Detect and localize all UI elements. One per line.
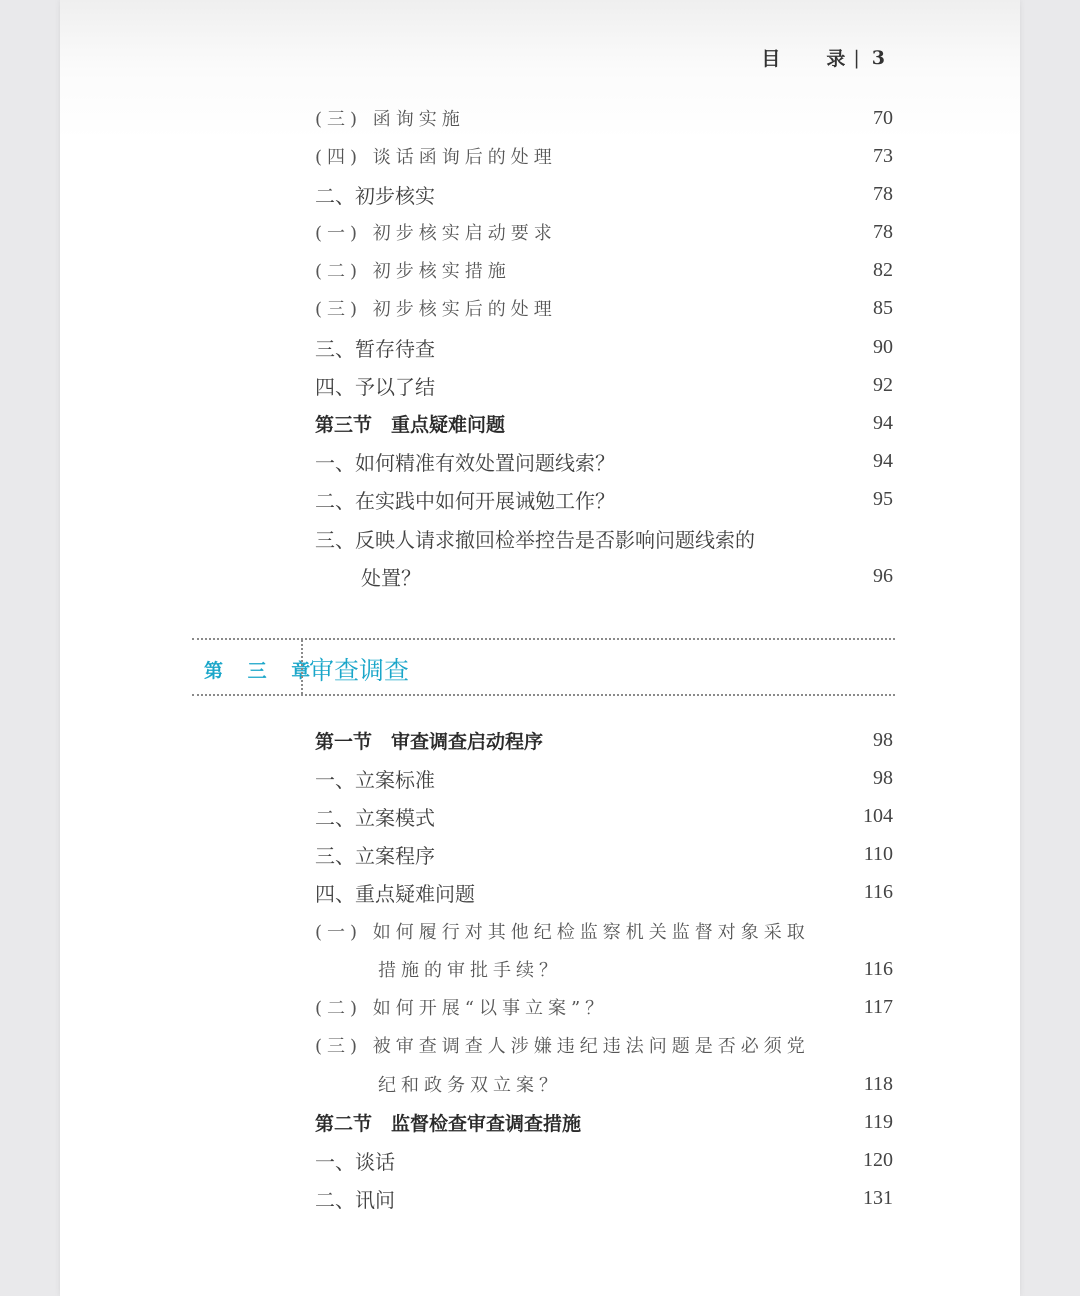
toc-entry-text: (二) 初步核实措施 <box>315 261 511 282</box>
toc-entry-text: 一、立案标准 <box>315 767 435 792</box>
toc-entry <box>315 179 893 209</box>
toc-entry-page: 96 <box>873 564 893 587</box>
toc-entry <box>315 141 893 171</box>
toc-entry-text: 第二节 监督检查审查调查措施 <box>315 1112 582 1135</box>
toc-entry-text: 四、重点疑难问题 <box>315 881 475 906</box>
toc-entry <box>315 370 893 400</box>
toc-entry-text: 一、如何精准有效处置问题线索？ <box>315 450 615 475</box>
toc-entry-page: 94 <box>873 449 893 472</box>
toc-entry-page: 95 <box>873 487 893 510</box>
toc-entry-text: (一) 如何履行对其他纪检监察机关监督对象采取 <box>315 922 810 943</box>
toc-entry-text: 三、暂存待查 <box>315 336 435 361</box>
toc-entry-page: 120 <box>863 1148 893 1171</box>
chapter-heading <box>192 638 895 696</box>
toc-entry <box>315 1145 893 1175</box>
toc-entry <box>315 523 893 553</box>
running-head-label-2: 录 <box>826 48 846 70</box>
toc-entry-text: (三) 函询实施 <box>315 109 465 130</box>
toc-entry-text: 二、立案模式 <box>315 805 435 830</box>
book-page <box>60 0 1020 1296</box>
toc-entry-page: 117 <box>863 995 893 1018</box>
toc-entry-page: 85 <box>873 296 893 319</box>
running-head-separator: | <box>853 46 860 69</box>
toc-entry-text: 措施的审批手续？ <box>378 960 562 981</box>
toc-entry <box>315 255 893 285</box>
toc-entry-page: 116 <box>863 880 893 903</box>
toc-entry-text: 二、在实践中如何开展诫勉工作？ <box>315 488 615 513</box>
toc-section-heading <box>315 1107 893 1137</box>
toc-entry <box>315 916 893 946</box>
running-head-page: 3 <box>871 46 885 69</box>
toc-entry-text: 二、讯问 <box>315 1187 395 1212</box>
toc-entry <box>315 217 893 247</box>
toc-entry-page: 90 <box>873 335 893 358</box>
toc-entry-continuation <box>378 1069 893 1099</box>
toc-entry-page: 70 <box>873 106 893 129</box>
toc-entry <box>315 801 893 831</box>
toc-entry-page: 98 <box>873 766 893 789</box>
toc-entry <box>315 763 893 793</box>
toc-entry-page: 116 <box>863 957 893 980</box>
toc-entry <box>315 484 893 514</box>
toc-entry-page: 73 <box>873 144 893 167</box>
toc-entry <box>315 839 893 869</box>
toc-entry-text: 处置？ <box>361 565 421 590</box>
toc-entry-page: 110 <box>863 842 893 865</box>
toc-entry-text: 三、反映人请求撤回检举控告是否影响问题线索的 <box>315 527 755 552</box>
toc-entry-continuation <box>378 954 893 984</box>
chapter-divider <box>301 640 303 694</box>
toc-entry-text: (一) 初步核实启动要求 <box>315 223 557 244</box>
toc-entry-page: 131 <box>863 1186 893 1209</box>
toc-entry-page: 119 <box>863 1110 893 1133</box>
toc-entry <box>315 1030 893 1060</box>
toc-entry-text: 一、谈话 <box>315 1149 395 1174</box>
chapter-label: 第 三 章 <box>204 660 320 682</box>
toc-entry-page: 78 <box>873 182 893 205</box>
toc-entry-page: 104 <box>863 804 893 827</box>
toc-entry-text: 三、立案程序 <box>315 843 435 868</box>
toc-entry <box>315 332 893 362</box>
toc-entry <box>315 877 893 907</box>
toc-entry-text: (四) 谈话函询后的处理 <box>315 147 557 168</box>
toc-entry-page: 94 <box>873 411 893 434</box>
chapter-title: 审查调查 <box>309 656 410 685</box>
toc-entry-text: 四、予以了结 <box>315 374 435 399</box>
running-head <box>761 44 885 71</box>
toc-entry-page: 82 <box>873 258 893 281</box>
toc-entry-page: 78 <box>873 220 893 243</box>
toc-entry-page: 98 <box>873 728 893 751</box>
toc-entry <box>315 1183 893 1213</box>
running-head-label: 目 <box>761 48 781 70</box>
toc-section-heading <box>315 725 893 755</box>
toc-entry-text: 二、初步核实 <box>315 183 435 208</box>
toc-entry-text: 第三节 重点疑难问题 <box>315 413 506 436</box>
toc-entry-text: 第一节 审查调查启动程序 <box>315 730 544 753</box>
toc-entry <box>315 992 893 1022</box>
toc-entry <box>315 103 893 133</box>
toc-entry-page: 118 <box>863 1072 893 1095</box>
toc-entry-page: 92 <box>873 373 893 396</box>
toc-entry <box>315 293 893 323</box>
toc-entry-text: 纪和政务双立案？ <box>378 1075 562 1096</box>
toc-entry-text: (三) 初步核实后的处理 <box>315 299 557 320</box>
toc-entry-text: (二) 如何开展“以事立案”？ <box>315 998 609 1019</box>
toc-entry-continuation <box>361 561 893 591</box>
toc-section-heading <box>315 408 893 438</box>
toc-entry <box>315 446 893 476</box>
toc-entry-text: (三) 被审查调查人涉嫌违纪违法问题是否必须党 <box>315 1036 810 1057</box>
